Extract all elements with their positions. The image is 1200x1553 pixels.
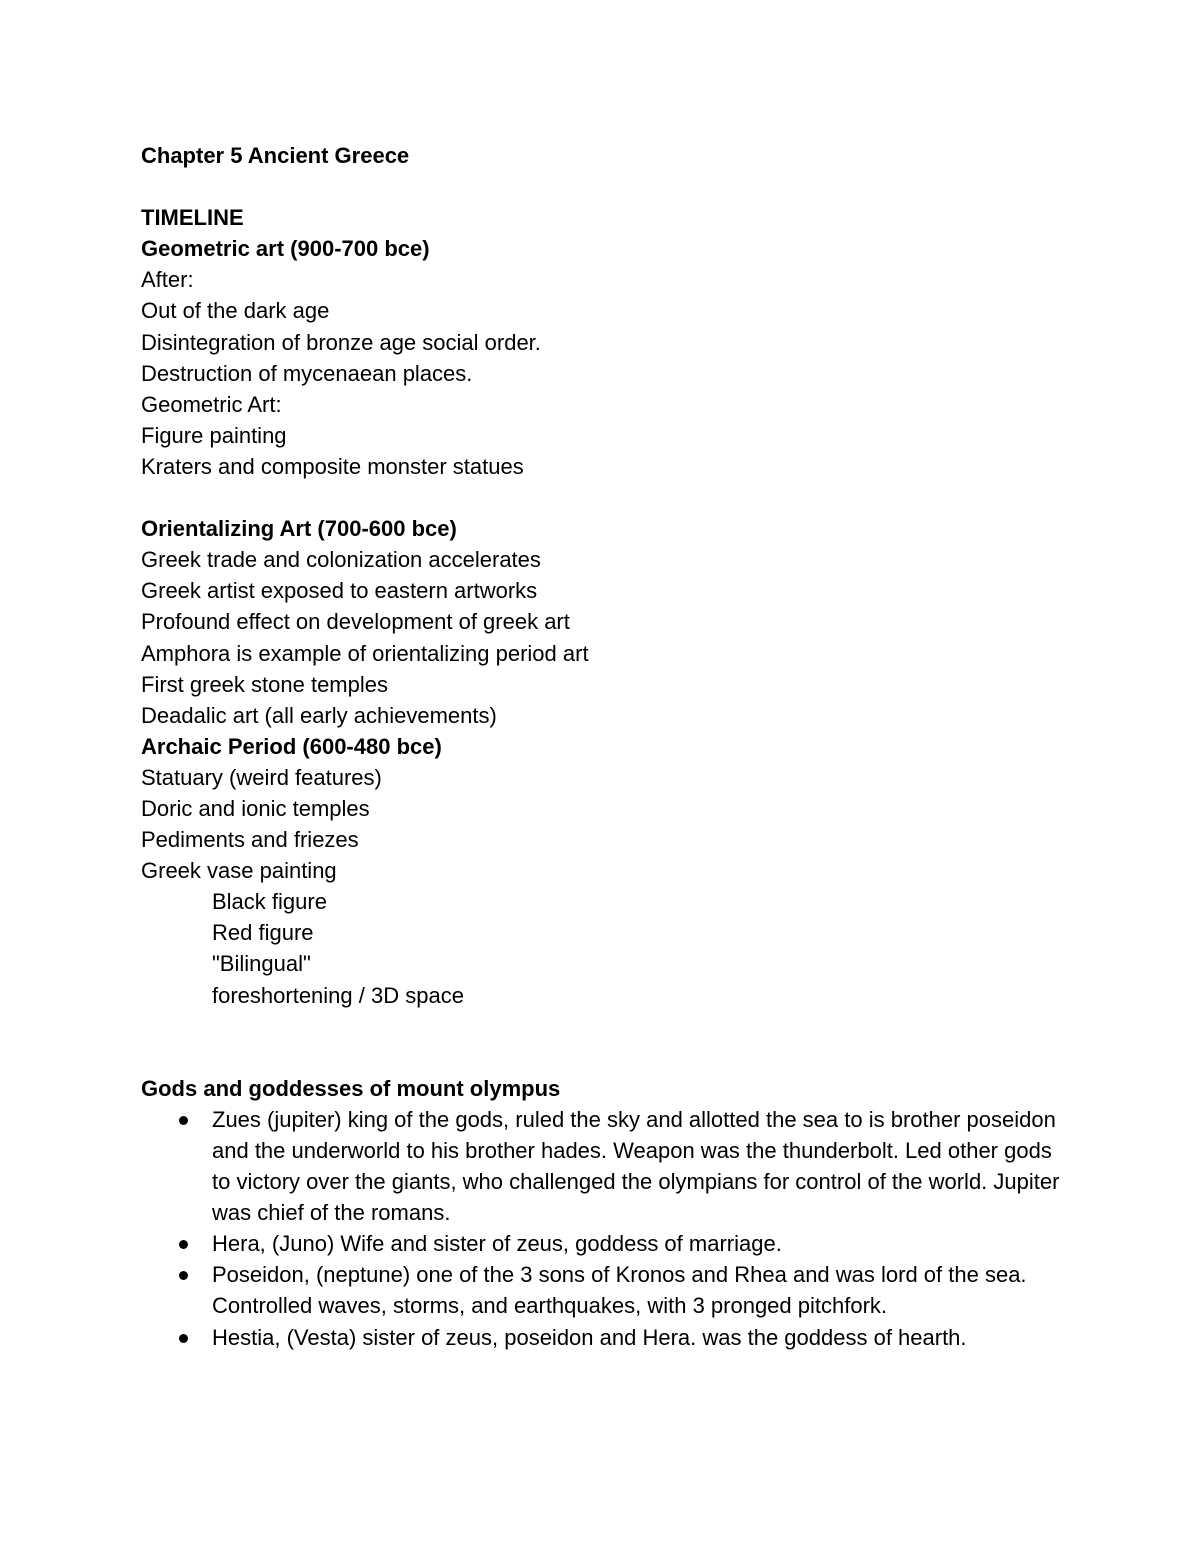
geometric-line: Kraters and composite monster statues — [141, 453, 524, 479]
geometric-heading: Geometric art (900-700 bce) — [141, 236, 430, 262]
archaic-sub-line: foreshortening / 3D space — [212, 982, 464, 1008]
bullet-icon — [179, 1334, 188, 1343]
bullet-icon — [179, 1240, 188, 1249]
bullet-icon — [179, 1116, 188, 1125]
geometric-line: Disintegration of bronze age social order. — [141, 329, 541, 355]
document-title: Chapter 5 Ancient Greece — [141, 143, 410, 168]
geometric-line: Out of the dark age — [141, 298, 330, 324]
spacer — [141, 482, 1081, 513]
archaic-sub-line: Red figure — [212, 920, 314, 946]
archaic-line: Doric and ionic temples — [141, 795, 370, 821]
geometric-line: Destruction of mycenaean places. — [141, 360, 473, 386]
list-item — [141, 1259, 1081, 1321]
orientalizing-line: Greek artist exposed to eastern artworks — [141, 578, 538, 604]
list-item — [141, 1322, 1081, 1353]
archaic-line: Statuary (weird features) — [141, 764, 382, 790]
orientalizing-line: Amphora is example of orientalizing period art — [141, 640, 589, 666]
document-page — [141, 140, 1081, 1353]
orientalizing-line: Profound effect on development of greek art — [141, 609, 570, 635]
list-item-text: Hera, (Juno) Wife and sister of zeus, goddess of marriage. — [212, 1231, 782, 1257]
spacer — [141, 1011, 1081, 1042]
archaic-line: Pediments and friezes — [141, 827, 359, 853]
archaic-sub-line: "Bilingual" — [212, 951, 311, 977]
gods-heading: Gods and goddesses of mount olympus — [141, 1075, 561, 1101]
list-item-text: Zues (jupiter) king of the gods, ruled the sky and allotted the sea to is brother poseidon and the underworld to his brother hades. Weapon was the thunderbolt. Led other gods to victory over the giants, who challenged the olympians for control of the world. Jupiter was chief of the romans. — [212, 1106, 1060, 1226]
gods-list — [141, 1104, 1081, 1353]
list-item — [141, 1104, 1081, 1228]
list-item-text: Poseidon, (neptune) one of the 3 sons of Kronos and Rhea and was lord of the sea. Controlled waves, storms, and earthquakes, with 3 pronged pitchfork. — [212, 1262, 1027, 1319]
geometric-line: Figure painting — [141, 422, 287, 448]
geometric-line: After: — [141, 267, 194, 293]
spacer — [141, 171, 1081, 202]
orientalizing-heading: Orientalizing Art (700-600 bce) — [141, 516, 457, 542]
bullet-icon — [179, 1271, 188, 1280]
orientalizing-line: Greek trade and colonization accelerates — [141, 547, 541, 573]
archaic-line: Greek vase painting — [141, 858, 337, 884]
archaic-heading: Archaic Period (600-480 bce) — [141, 733, 442, 759]
geometric-line: Geometric Art: — [141, 391, 282, 417]
timeline-heading: TIMELINE — [141, 205, 244, 231]
orientalizing-line: First greek stone temples — [141, 671, 388, 697]
orientalizing-line: Deadalic art (all early achievements) — [141, 702, 497, 728]
spacer — [141, 1042, 1081, 1073]
list-item — [141, 1228, 1081, 1259]
archaic-sub-line: Black figure — [212, 889, 327, 915]
list-item-text: Hestia, (Vesta) sister of zeus, poseidon and Hera. was the goddess of hearth. — [212, 1324, 967, 1350]
